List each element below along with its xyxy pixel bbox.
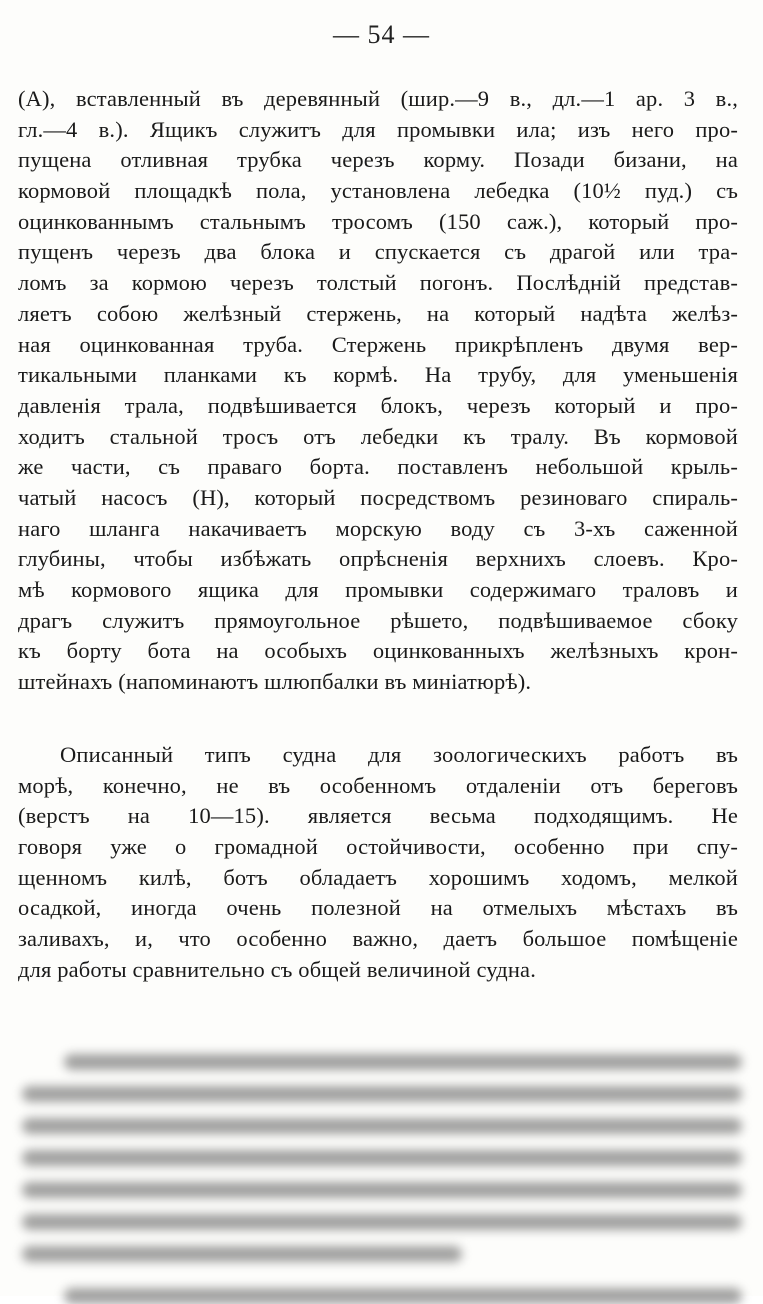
text-line: ная оцинкованная труба. Стержень прикрѣпленъ двумя вер-	[18, 331, 738, 357]
blurred-line	[22, 1214, 742, 1230]
text-line: мѣ кормового ящика для промывки содержимаго траловъ и	[18, 577, 738, 602]
text-line: для работы сравнительно съ общей величиной судна.	[18, 956, 536, 982]
text-line: тикальными планками къ кормѣ. На трубу, для уменьшенiя	[18, 362, 738, 388]
text-line: штейнахъ (напоминаютъ шлюпбалки въ миніатюрѣ).	[18, 669, 532, 695]
text-line: пущенъ черезъ два блока и спускается съ драгой или тра-	[18, 239, 738, 265]
text-line: гл.—4 в.). Ящикъ служитъ для промывки ила; изъ него про-	[18, 116, 738, 142]
text-line: морѣ, конечно, не въ особенномъ отдаленiи отъ береговъ	[18, 772, 738, 798]
text-line: драгъ служитъ прямоугольное рѣшето, подвѣшиваемое сбоку	[18, 607, 738, 633]
blurred-line	[22, 1150, 742, 1166]
blurred-line	[64, 1288, 742, 1304]
blurred-line	[22, 1182, 742, 1198]
paragraph-2	[18, 740, 738, 986]
text-line: щенномъ килѣ, ботъ обладаетъ хорошимъ ходомъ, мелкой	[18, 864, 738, 890]
text-line: (А), вставленный въ деревянный (шир.—9 в., дл.—1 ар. 3 в.,	[18, 86, 738, 111]
text-line: (верстъ на 10—15). является весьма подходящимъ. Не	[18, 803, 738, 829]
blurred-text-region	[0, 1030, 763, 1296]
text-line: заливахъ, и, что особенно важно, даетъ большое помѣщенiе	[18, 926, 738, 952]
blurred-line	[22, 1086, 742, 1102]
page-number: — 54 —	[333, 20, 430, 49]
text-line: ломъ за кормою черезъ толстый погонъ. Послѣднiй представ-	[18, 270, 738, 296]
text-line: ходитъ стальной тросъ отъ лебедки къ тралу. Въ кормовой	[18, 423, 738, 449]
text-line: Описанный типъ судна для зоологическихъ работъ въ	[60, 742, 738, 767]
paragraph-1	[18, 84, 738, 698]
text-line: пущена отливная трубка черезъ корму. Позади бизани, на	[18, 147, 738, 173]
blurred-line	[22, 1118, 742, 1134]
text-line: говоря уже о громадной остойчивости, особенно при спу-	[18, 834, 738, 860]
blurred-line	[22, 1246, 462, 1262]
text-line: наго шланга накачиваетъ морскую воду съ 3-хъ саженной	[18, 515, 738, 541]
text-line: давленiя трала, подвѣшивается блокъ, черезъ который и про-	[18, 392, 738, 418]
text-line: глубины, чтобы избѣжать опрѣсненiя верхнихъ слоевъ. Кро-	[18, 546, 738, 572]
text-line: же части, съ праваго борта. поставленъ небольшой крыль-	[18, 454, 738, 480]
text-line: кормовой площадкѣ пола, установлена лебедка (10½ пуд.) съ	[18, 178, 738, 204]
text-line: чатый насосъ (Н), который посредствомъ резиноваго спираль-	[18, 484, 738, 510]
blurred-line	[64, 1054, 742, 1070]
text-line: оцинкованнымъ стальнымъ тросомъ (150 саж.), который про-	[18, 208, 738, 234]
text-line: осадкой, иногда очень полезной на отмелыхъ мѣстахъ въ	[18, 895, 738, 921]
text-line: къ борту бота на особыхъ оцинкованныхъ желѣзныхъ крон-	[18, 638, 738, 664]
text-line: ляетъ собою желѣзный стержень, на который надѣта желѣз-	[18, 300, 738, 326]
